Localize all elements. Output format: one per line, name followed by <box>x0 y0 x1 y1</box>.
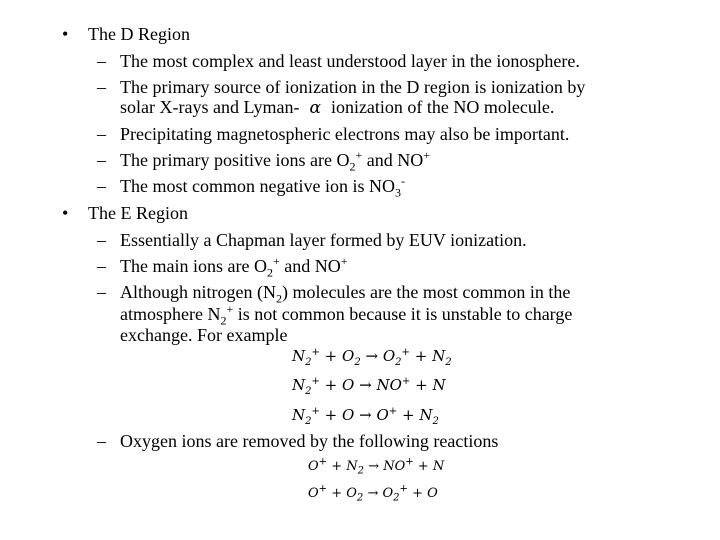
item-text: The primary source of ionization in the D region is ionization by <box>120 77 586 97</box>
reaction-equation-3: $N_2^+ + O \to O^+ + N_2$ <box>292 406 439 427</box>
heading-text: The E Region <box>88 203 188 223</box>
arrow-icon: → <box>359 376 372 394</box>
bullet-icon: • <box>62 203 69 223</box>
dash-icon: – <box>97 77 106 97</box>
dash-icon: – <box>97 150 106 170</box>
bullet-icon: • <box>62 24 69 44</box>
item-text: Oxygen ions are removed by the following reactions <box>120 431 499 451</box>
item-text: Essentially a Chapman layer formed by EUV ionization. <box>120 230 527 250</box>
dash-icon: – <box>97 230 106 250</box>
reaction-equation-1: $N_2^+ + O_2 \to O_2^+ + N_2$ <box>292 347 452 368</box>
dash-icon: – <box>97 124 106 144</box>
item-text: The primary positive ions are $O_2^+$ and NO+ <box>120 148 431 174</box>
reaction-equation-5: $O^+ + O_2 \to O_2^+ + O$ <box>308 483 438 504</box>
alpha-symbol: α <box>309 98 321 118</box>
arrow-icon: → <box>368 459 380 474</box>
item-text: The main ions are $O_2^+$ and NO+ <box>120 254 348 280</box>
item-text: The most complex and least understood layer in the ionosphere. <box>120 51 580 71</box>
heading-text: The D Region <box>88 24 190 44</box>
dash-icon: – <box>97 431 106 451</box>
arrow-icon: → <box>359 406 372 424</box>
e-region-item-3-continued: atmosphere $N_2^+$ is not common because it is unstable to charge <box>120 302 573 328</box>
arrow-icon: → <box>365 347 379 365</box>
reaction-equation-4: $O^+ + N_2 \to NO^+ + N$ <box>308 456 445 477</box>
item-text: Although nitrogen $(N_2)$ molecules are the most common in the <box>120 282 571 306</box>
item-text: ionization of the NO molecule. <box>330 97 555 117</box>
dash-icon: – <box>97 51 106 71</box>
item-text: The most common negative ion is $NO_3^-$ <box>120 174 405 200</box>
arrow-icon: → <box>367 486 379 501</box>
reaction-equation-2: $N_2^+ + O \to NO^+ + N$ <box>292 376 446 397</box>
e-region-item-3-continued-2: exchange. For example <box>120 325 288 345</box>
item-text: Precipitating magnetospheric electrons may also be important. <box>120 124 570 144</box>
d-region-item-2-continued <box>120 98 554 117</box>
dash-icon: – <box>97 256 106 276</box>
dash-icon: – <box>97 282 106 302</box>
dash-icon: – <box>97 176 106 196</box>
item-text: solar X-rays and Lyman- <box>120 97 300 117</box>
